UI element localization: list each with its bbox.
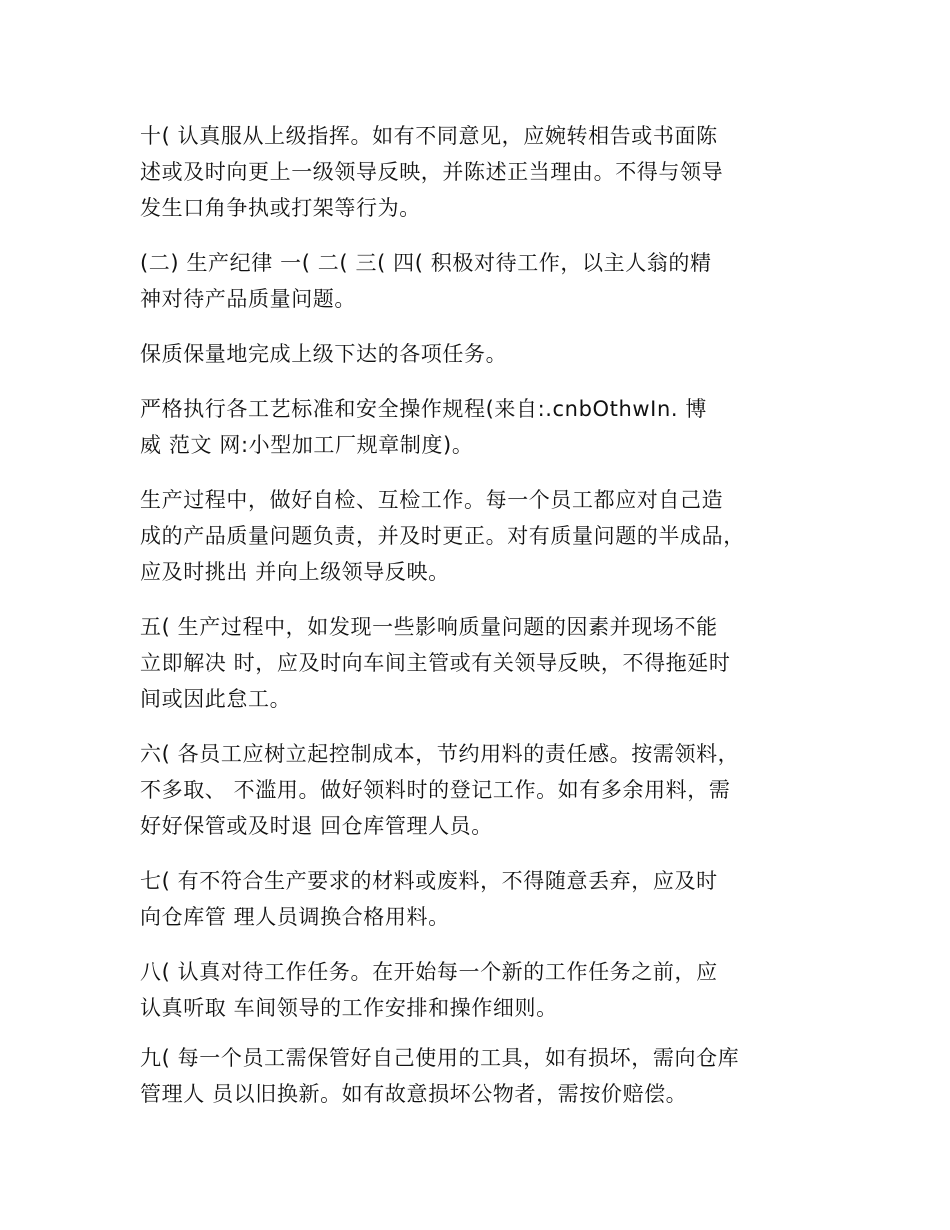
text-line: 好好保管或及时退 回仓库管理人员。 (140, 814, 493, 838)
text-line: 应及时挑出 并向上级领导反映。 (140, 560, 450, 584)
paragraph-standards (140, 391, 830, 463)
paragraph-item-nine (140, 1040, 830, 1112)
text-line: 十( 认真服从上级指挥。如有不同意见，应婉转相告或书面陈 (140, 124, 718, 148)
paragraph-item-five (140, 609, 830, 717)
text-line: 不多取、 不滥用。做好领料时的登记工作。如有多余用料，需 (140, 778, 731, 802)
text-line: 九( 每一个员工需保管好自己使用的工具，如有损坏，需向仓库 (140, 1046, 740, 1070)
text-line: 七( 有不符合生产要求的材料或废料，不得随意丢弃，应及时 (140, 869, 718, 893)
text-line: 认真听取 车间领导的工作安排和操作细则。 (140, 996, 558, 1020)
text-line: 管理人 员以旧换新。如有故意损坏公物者，需按价赔偿。 (140, 1082, 688, 1106)
paragraph-production-discipline (140, 245, 830, 317)
text-line: 六( 各员工应树立起控制成本，节约用料的责任感。按需领料， (140, 742, 740, 766)
text-line: 述或及时向更上一级领导反映，并陈述正当理由。不得与领导 (140, 160, 724, 184)
text-line: 五( 生产过程中，如发现一些影响质量问题的因素并现场不能 (140, 615, 718, 639)
text-line: 神对待产品质量问题。 (140, 287, 356, 311)
paragraph-item-ten (140, 118, 830, 226)
text-line: 威 范文 网:小型加工厂规章制度)。 (140, 433, 474, 457)
text-line: 保质保量地完成上级下达的各项任务。 (140, 342, 508, 366)
text-line: 八( 认真对待工作任务。在开始每一个新的工作任务之前，应 (140, 960, 718, 984)
paragraph-item-eight (140, 954, 830, 1026)
text-line: 立即解决 时，应及时向车间主管或有关领导反映，不得拖延时 (140, 651, 731, 675)
text-line: 发生口角争执或打架等行为。 (140, 196, 421, 220)
paragraph-item-six (140, 736, 830, 844)
paragraph-quality-tasks (140, 336, 830, 372)
paragraph-self-check (140, 482, 830, 590)
paragraph-item-seven (140, 863, 830, 935)
text-line: 严格执行各工艺标准和安全操作规程(来自:.cnbOthwIn. 博 (140, 397, 708, 421)
document-body (140, 118, 830, 1112)
text-line: 成的产品质量问题负责，并及时更正。对有质量问题的半成品， (140, 524, 745, 548)
text-line: 向仓库管 理人员调换合格用料。 (140, 905, 450, 929)
text-line: 间或因此怠工。 (140, 687, 292, 711)
text-line: 生产过程中，做好自检、互检工作。每一个员工都应对自己造 (140, 488, 724, 512)
text-line: (二) 生产纪律 一( 二( 三( 四( 积极对待工作，以主人翁的精 (140, 251, 712, 275)
